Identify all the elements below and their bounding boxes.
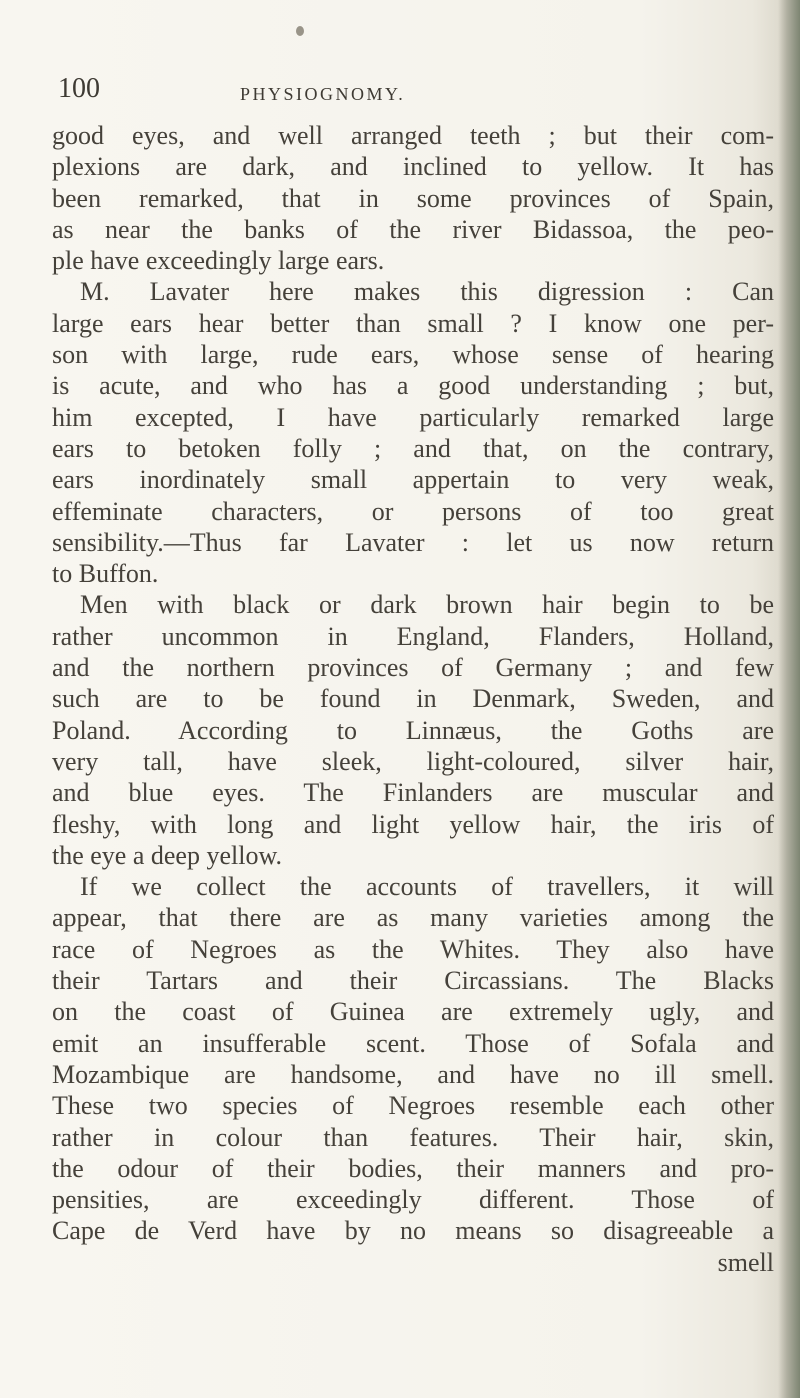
text-line: sensibility.—Thus far Lavater : let us now return xyxy=(52,527,774,557)
text-line: such are to be found in Denmark, Sweden, and xyxy=(52,684,774,714)
text-line: Cape de Verd have by no means so disagreeable a xyxy=(52,1216,774,1246)
text-line: ple have exceedingly large ears. xyxy=(52,246,385,276)
text-line: and blue eyes. The Finlanders are muscular and xyxy=(52,778,774,808)
page-edge-shadow xyxy=(778,0,800,1398)
text-line: on the coast of Guinea are extremely ugly, and xyxy=(52,997,774,1027)
text-line: Mozambique are handsome, and have no ill smell. xyxy=(52,1059,774,1089)
text-line: their Tartars and their Circassians. The Blacks xyxy=(52,966,774,996)
text-line: ears to betoken folly ; and that, on the contrary, xyxy=(52,433,774,463)
text-line: M. Lavater here makes this digression : Can xyxy=(80,277,774,307)
text-line: son with large, rude ears, whose sense of hearing xyxy=(52,340,774,370)
text-line: race of Negroes as the Whites. They also have xyxy=(52,934,774,964)
catchword: smell xyxy=(717,1247,774,1277)
text-line: fleshy, with long and light yellow hair, the iris of xyxy=(52,809,774,839)
text-line: the odour of their bodies, their manners and pro- xyxy=(52,1153,774,1183)
text-line: and the northern provinces of Germany ; and few xyxy=(52,653,774,683)
text-line: is acute, and who has a good understanding ; but, xyxy=(52,371,774,401)
text-line: good eyes, and well arranged teeth ; but their com- xyxy=(52,121,774,150)
text-line: him excepted, I have particularly remarked large xyxy=(52,402,774,432)
body-text xyxy=(52,120,774,1278)
text-line: large ears hear better than small ? I know one per- xyxy=(52,308,774,338)
ink-spot xyxy=(296,26,304,36)
text-line: ears inordinately small appertain to very weak, xyxy=(52,465,774,495)
text-line: pensities, are exceedingly different. Those of xyxy=(52,1185,774,1215)
text-line: Men with black or dark brown hair begin to be xyxy=(80,590,774,620)
text-line: as near the banks of the river Bidassoa, the peo- xyxy=(52,214,774,244)
text-line: been remarked, that in some provinces of Spain, xyxy=(52,183,774,213)
text-line: These two species of Negroes resemble each other xyxy=(52,1091,774,1121)
text-line: rather in colour than features. Their hair, skin, xyxy=(52,1122,774,1152)
text-line: rather uncommon in England, Flanders, Holland, xyxy=(52,621,774,651)
text-line: very tall, have sleek, light-coloured, silver hair, xyxy=(52,746,774,776)
text-line: appear, that there are as many varieties among the xyxy=(52,903,774,933)
page-number: 100 xyxy=(58,73,100,104)
running-head: PHYSIOGNOMY. xyxy=(240,84,406,104)
text-line: Poland. According to Linnæus, the Goths are xyxy=(52,715,774,745)
text-line: the eye a deep yellow. xyxy=(52,840,283,870)
text-line: to Buffon. xyxy=(52,559,159,589)
text-line: effeminate characters, or persons of too great xyxy=(52,496,774,526)
text-line: plexions are dark, and inclined to yellow. It has xyxy=(52,152,774,182)
text-line: emit an insufferable scent. Those of Sofala and xyxy=(52,1028,774,1058)
text-line: If we collect the accounts of travellers, it will xyxy=(80,872,774,902)
